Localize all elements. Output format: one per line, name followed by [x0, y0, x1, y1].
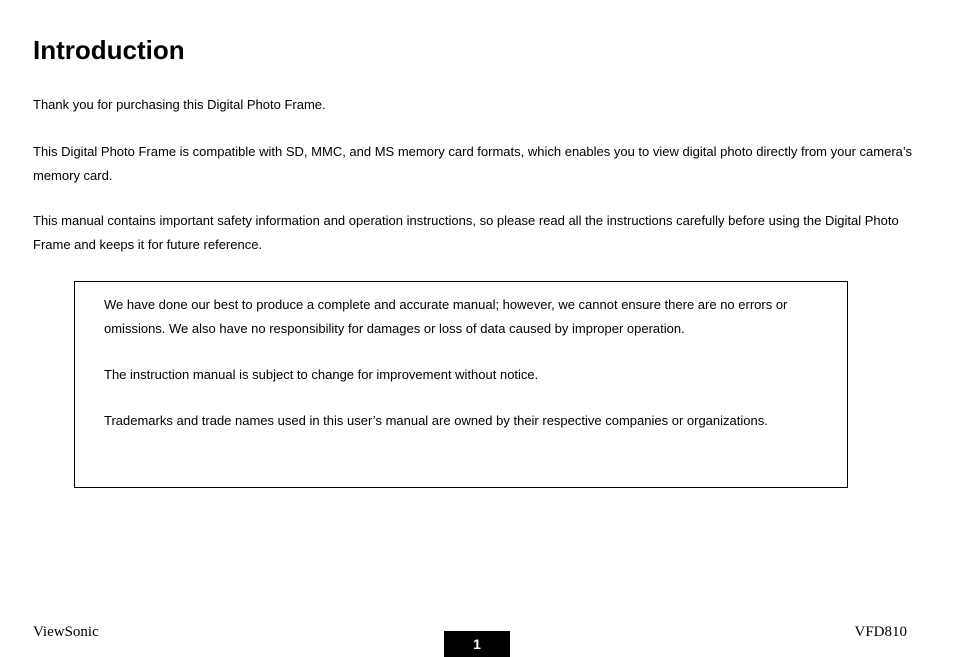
notice-change-policy: The instruction manual is subject to change for improvement without notice.: [104, 367, 539, 382]
notice-disclaimer: We have done our best to produce a complete and accurate manual; however, we cannot ensure there are no errors or omissions. We also have no responsibility for damages or loss of data caused by improper operation.: [104, 297, 788, 336]
notice-trademarks: Trademarks and trade names used in this user’s manual are owned by their respective companies or organizations.: [104, 413, 768, 428]
footer-brand: ViewSonic: [33, 624, 99, 640]
page-number-badge: 1: [444, 631, 510, 657]
notice-box: [74, 281, 848, 488]
intro-paragraph-thanks: Thank you for purchasing this Digital Photo Frame.: [33, 97, 326, 112]
intro-paragraph-safety: This manual contains important safety information and operation instructions, so please read all the instructions carefully before using the Digital Photo Frame and keeps it for future reference.: [33, 213, 899, 252]
page-title: Introduction: [33, 35, 185, 65]
footer-model: VFD810: [854, 624, 907, 640]
intro-paragraph-compatibility: This Digital Photo Frame is compatible with SD, MMC, and MS memory card formats, which enables you to view digital photo directly from your camera’s memory card.: [33, 144, 913, 183]
